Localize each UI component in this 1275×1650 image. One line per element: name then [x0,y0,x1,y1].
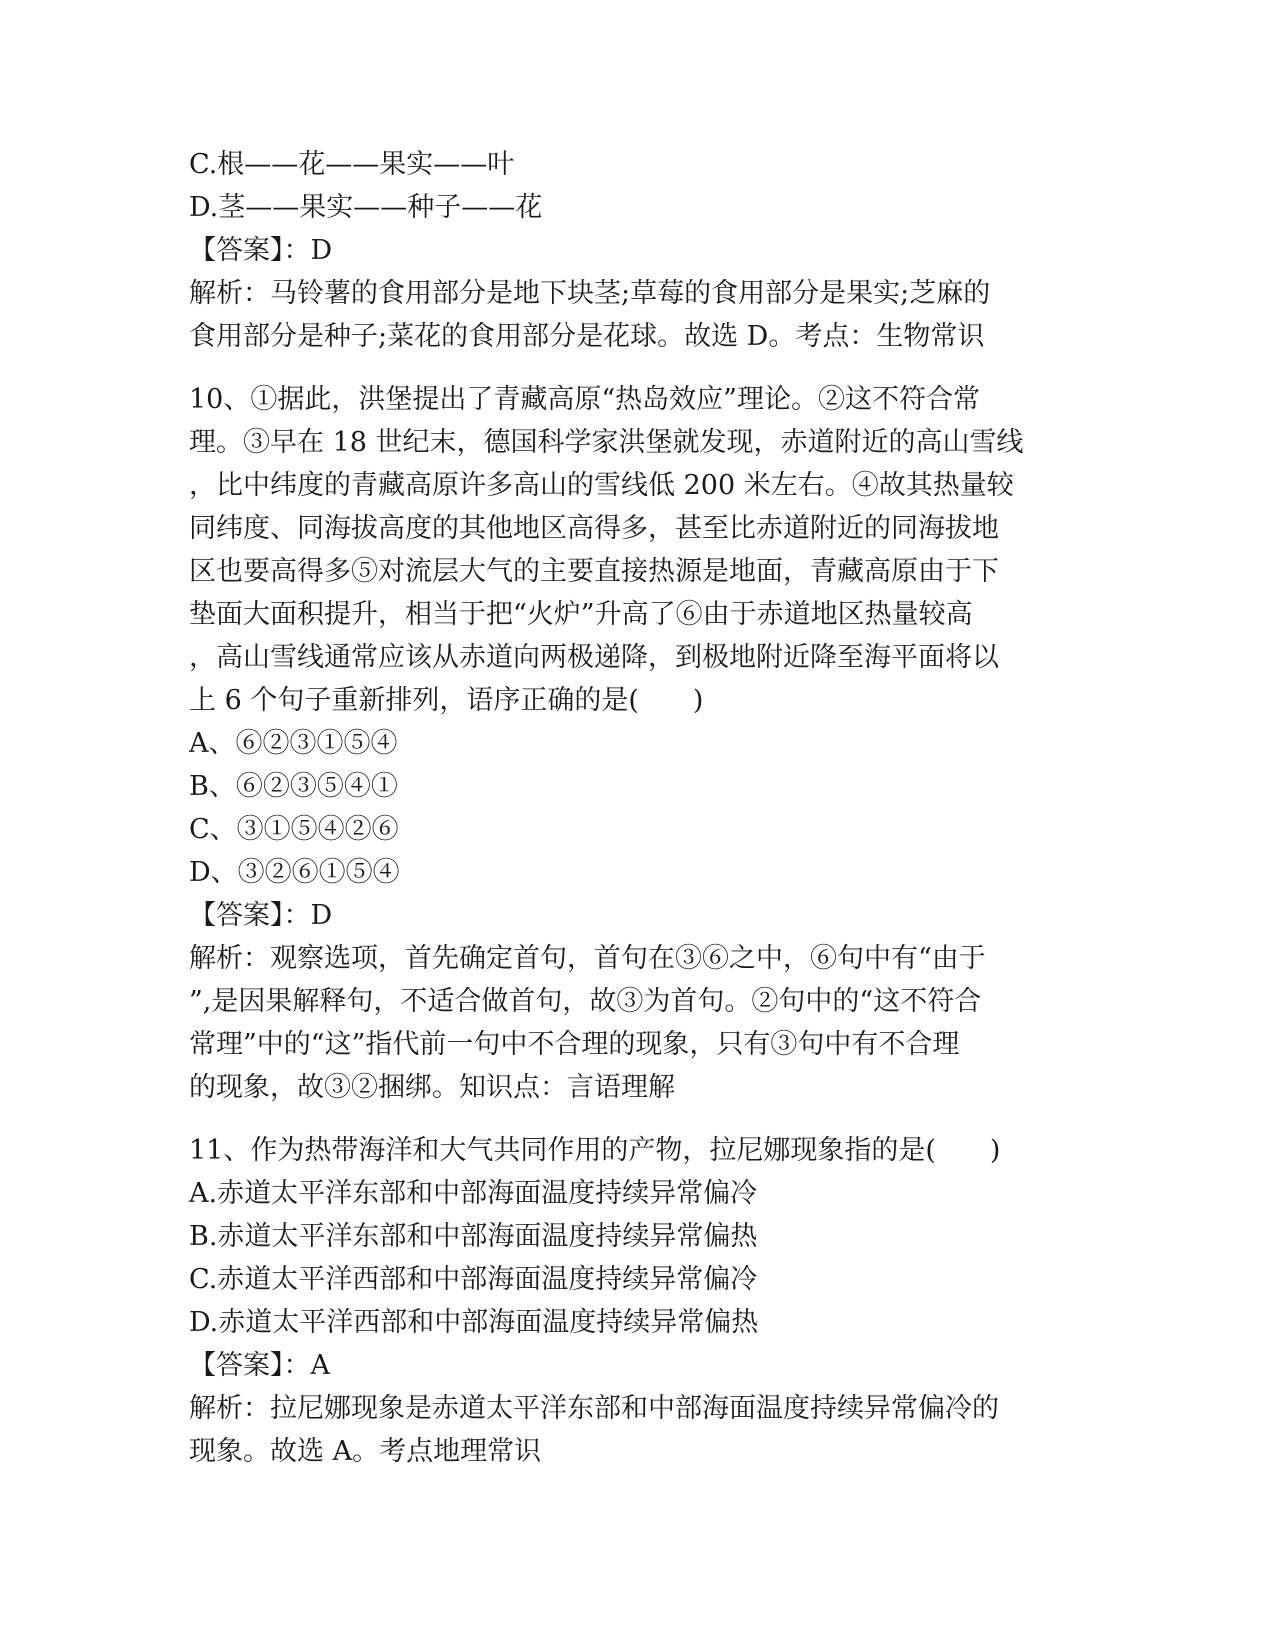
option-d: D、③②⑥①⑤④ [189,857,400,888]
answer-label: 【答案】：D [189,900,333,931]
question-stem-line: 区也要高得多⑤对流层大气的主要直接热源是地面，青藏高原由于下 [189,556,999,587]
question-stem-line: 垫面大面积提升，相当于把“火炉”升高了⑥由于赤道地区热量较高 [189,599,973,630]
question-stem-line: 同纬度、同海拔高度的其他地区高得多，甚至比赤道附近的同海拔地 [189,513,999,544]
analysis-line: 解析：马铃薯的食用部分是地下块茎;草莓的食用部分是果实;芝麻的 [189,278,991,309]
option-c: C.赤道太平洋西部和中部海面温度持续异常偏冷 [189,1264,758,1295]
question-stem-line: 11、作为热带海洋和大气共同作用的产物，拉尼娜现象指的是( ) [189,1135,1001,1166]
question-stem-line: ，比中纬度的青藏高原许多高山的雪线低 200 米左右。④故其热量较 [189,470,1014,501]
option-d: D.茎——果实——种子——花 [189,192,543,223]
option-a: A、⑥②③①⑤④ [189,728,398,759]
option-c: C.根——花——果实——叶 [189,149,515,180]
question-9-tail [189,143,1079,358]
analysis-line: 的现象，故③②捆绑。知识点：言语理解 [189,1072,675,1103]
analysis-line: 常理”中的“这”指代前一句中不合理的现象，只有③句中有不合理 [189,1029,960,1060]
question-stem-line: ，高山雪线通常应该从赤道向两极递降，到极地附近降至海平面将以 [189,642,999,673]
option-b: B.赤道太平洋东部和中部海面温度持续异常偏热 [189,1221,758,1252]
option-c: C、③①⑤④②⑥ [189,814,399,845]
analysis-line: ”,是因果解释句，不适合做首句，故③为首句。②句中的“这不符合 [189,986,982,1017]
question-stem-line: 10、①据此，洪堡提出了青藏高原“热岛效应”理论。②这不符合常 [189,384,980,415]
option-b: B、⑥②③⑤④① [189,771,398,802]
answer-label: 【答案】：D [189,235,333,266]
question-11 [189,1129,1079,1473]
analysis-line: 解析：观察选项，首先确定首句，首句在③⑥之中，⑥句中有“由于 [189,943,986,974]
option-a: A.赤道太平洋东部和中部海面温度持续异常偏冷 [189,1178,758,1209]
analysis-line: 食用部分是种子;菜花的食用部分是花球。故选 D。考点：生物常识 [189,321,985,352]
analysis-line: 解析：拉尼娜现象是赤道太平洋东部和中部海面温度持续异常偏冷的 [189,1393,999,1424]
document-page [189,143,1079,1473]
option-d: D.赤道太平洋西部和中部海面温度持续异常偏热 [189,1307,759,1338]
analysis-line: 现象。故选 A。考点地理常识 [189,1436,542,1467]
answer-label: 【答案】：A [189,1350,330,1381]
question-10 [189,378,1079,1109]
question-stem-line: 理。③早在 18 世纪末，德国科学家洪堡就发现，赤道附近的高山雪线 [189,427,1024,458]
question-stem-line: 上 6 个句子重新排列，语序正确的是( ) [189,685,704,716]
